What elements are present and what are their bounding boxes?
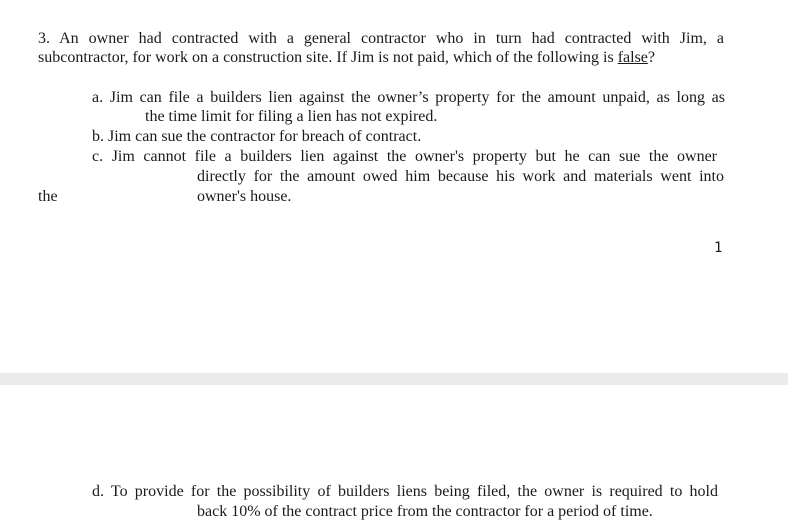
option-d-line-2: back 10% of the contract price from the contractor for a period of time. xyxy=(197,503,653,520)
option-d-line-1: d. To provide for the possibility of builders liens being filed, the owner is required to hold xyxy=(92,483,718,500)
option-c-stray-word: the xyxy=(38,188,58,205)
question-mark: ? xyxy=(647,49,656,66)
option-c-line-3: owner's house. xyxy=(197,188,292,205)
page-break-divider xyxy=(0,373,788,385)
page-number: 1 xyxy=(714,240,723,256)
question-line-2-text: subcontractor, for work on a construction site. If Jim is not paid, which of the following is xyxy=(38,49,618,66)
option-a-line-1: a. Jim can file a builders lien against the owner’s property for the amount unpaid, as long as xyxy=(92,89,725,106)
option-c-line-1: c. Jim cannot file a builders lien against the owner's property but he can sue the owner xyxy=(92,148,717,165)
question-line-1: 3. An owner had contracted with a general contractor who in turn had contracted with Jim, a xyxy=(38,30,724,47)
false-emphasis: false xyxy=(617,49,648,66)
option-a-line-2: the time limit for filing a lien has not expired. xyxy=(145,108,438,125)
question-line-2 xyxy=(38,48,655,67)
option-b-line-1: b. Jim can sue the contractor for breach of contract. xyxy=(92,128,422,145)
option-c-line-2: directly for the amount owed him because his work and materials went into xyxy=(197,168,724,185)
